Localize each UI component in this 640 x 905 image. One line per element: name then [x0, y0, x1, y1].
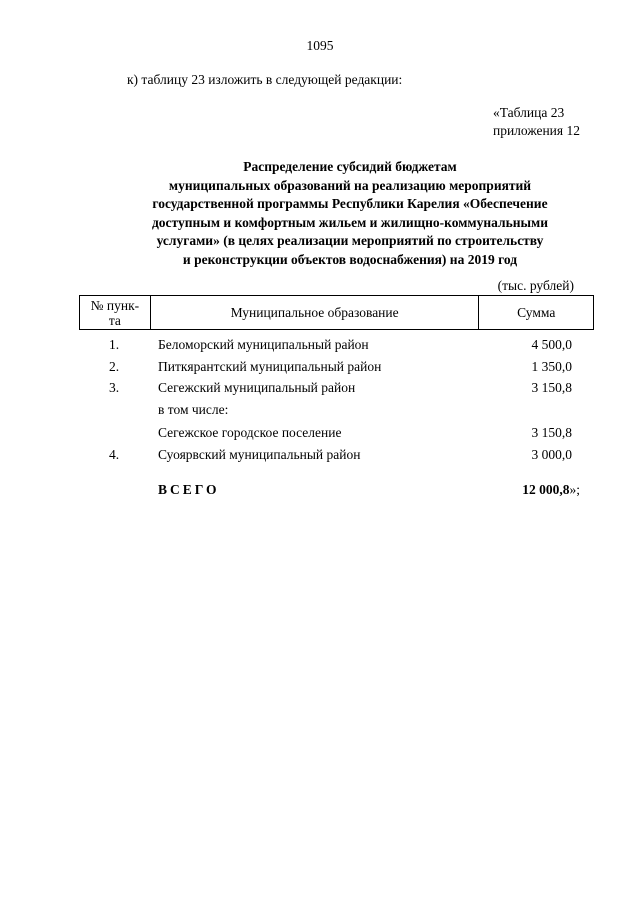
document-heading	[70, 158, 630, 269]
table-reference-line2: приложения 12	[492, 123, 580, 138]
heading-line: государственной программы Республики Карелия «Обеспечение	[152, 196, 548, 211]
column-header-sum: Сумма	[479, 296, 594, 330]
table-row	[79, 359, 594, 379]
table-reference-line1: «Таблица 23	[492, 105, 565, 120]
total-sum	[522, 482, 580, 498]
intro-text: к) таблицу 23 изложить в следующей редакции:	[127, 72, 403, 87]
table-row	[79, 425, 594, 445]
table-header	[79, 295, 594, 330]
page-number: 1095	[306, 38, 334, 53]
heading-line: муниципальных образований на реализацию мероприятий	[168, 177, 532, 193]
heading-line: и реконструкции объектов водоснабжения) на 2019 год	[182, 251, 518, 267]
table-row	[79, 380, 594, 400]
row-number: 1.	[108, 337, 120, 352]
table-row	[79, 402, 594, 422]
total-value: 12 000,8	[522, 482, 570, 497]
column-header-municipality: Муниципальное образование	[150, 296, 479, 330]
heading-line: услугами» (в целях реализации мероприятий по строительству	[156, 233, 544, 248]
row-sum: 3 150,8	[531, 380, 572, 395]
table-reference	[493, 104, 580, 140]
row-sum: 4 500,0	[531, 337, 572, 352]
row-municipality: Беломорский муниципальный район	[158, 337, 369, 352]
row-number: 2.	[108, 359, 120, 374]
column-header-number	[80, 296, 151, 330]
row-sum: 3 150,8	[531, 425, 572, 440]
table-row	[79, 337, 594, 357]
row-municipality: Сегежское городское поселение	[158, 425, 342, 440]
heading-line: доступным и комфортным жильем и жилищно-коммунальными	[151, 214, 549, 230]
row-number: 4.	[108, 447, 120, 462]
row-municipality: Питкярантский муниципальный район	[158, 359, 382, 374]
row-number: 3.	[108, 380, 120, 395]
total-suffix: »;	[569, 482, 580, 497]
column-header-number-line2: та	[108, 312, 121, 328]
table-row	[79, 447, 594, 467]
total-label: ВСЕГО	[158, 482, 220, 497]
row-municipality: Сегежский муниципальный район	[158, 380, 356, 395]
row-municipality: Суоярвский муниципальный район	[158, 447, 361, 462]
column-header-number-line1: № пунк-	[90, 297, 140, 313]
row-municipality: в том числе:	[158, 402, 229, 417]
heading-line: Распределение субсидий бюджетам	[243, 159, 457, 174]
row-sum: 3 000,0	[531, 447, 572, 462]
row-sum: 1 350,0	[531, 359, 572, 374]
units-label: (тыс. рублей)	[497, 278, 574, 293]
total-row	[79, 482, 594, 502]
